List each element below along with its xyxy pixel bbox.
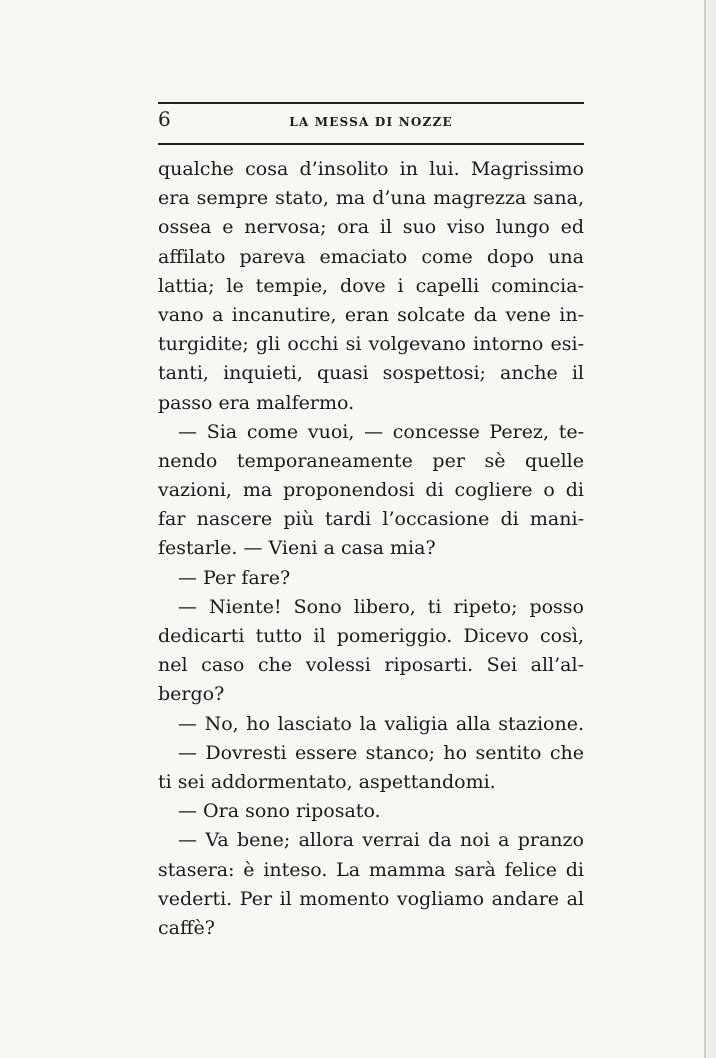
page-edge xyxy=(704,0,716,1058)
text-line: qualche cosa d’insolito in lui. Magrissimo xyxy=(158,158,584,180)
text-line: era sempre stato, ma d’una magrezza sana, xyxy=(158,187,584,210)
text-line: stasera: è inteso. La mamma sarà felice di xyxy=(158,858,584,881)
body-text xyxy=(158,155,584,943)
page-number: 6 xyxy=(158,107,171,131)
text-line: vano a incanutire, eran solcate da vene in- xyxy=(158,303,584,326)
page-header xyxy=(158,104,584,140)
text-line: — Sia come vuoi, — concesse Perez, te- xyxy=(178,420,584,443)
header-rule-bottom xyxy=(158,143,584,145)
text-line: turgidite; gli occhi si volgevano intorno esi- xyxy=(158,333,584,356)
text-line: vazioni, ma proponendosi di cogliere o di xyxy=(158,479,584,502)
text-line: — Dovresti essere stanco; ho sentito che xyxy=(178,741,584,764)
text-line: — Ora sono riposato. xyxy=(178,800,381,823)
text-line: nendo temporaneamente per sè quelle xyxy=(158,449,584,472)
text-line: lattia; le tempie, dove i capelli comincia- xyxy=(158,274,584,297)
text-line: festarle. — Vieni a casa mia? xyxy=(158,537,436,560)
text-line: — Niente! Sono libero, ti ripeto; posso xyxy=(178,595,584,618)
text-line: caffè? xyxy=(158,916,215,939)
text-line: tanti, inquieti, quasi sospettosi; anche il xyxy=(158,362,584,385)
text-line: passo era malfermo. xyxy=(158,391,355,414)
text-line: — No, ho lasciato la valigia alla stazione. xyxy=(178,712,584,735)
text-line: — Per fare? xyxy=(178,566,291,589)
text-line: ossea e nervosa; ora il suo viso lungo ed xyxy=(158,216,584,239)
text-line: — Va bene; allora verrai da noi a pranzo xyxy=(178,829,584,852)
text-line: far nascere più tardi l’occasione di mani- xyxy=(158,508,584,531)
text-line: affilato pareva emaciato come dopo una xyxy=(158,245,584,268)
running-head: LA MESSA DI NOZZE xyxy=(289,115,453,129)
text-line: dedicarti tutto il pomeriggio. Dicevo così, xyxy=(158,625,584,647)
text-line: bergo? xyxy=(158,683,225,706)
text-line: ti sei addormentato, aspettandomi. xyxy=(158,770,496,793)
text-line: nel caso che volessi riposarti. Sei all’al- xyxy=(158,654,584,677)
text-line: vederti. Per il momento vogliamo andare al xyxy=(158,887,584,910)
